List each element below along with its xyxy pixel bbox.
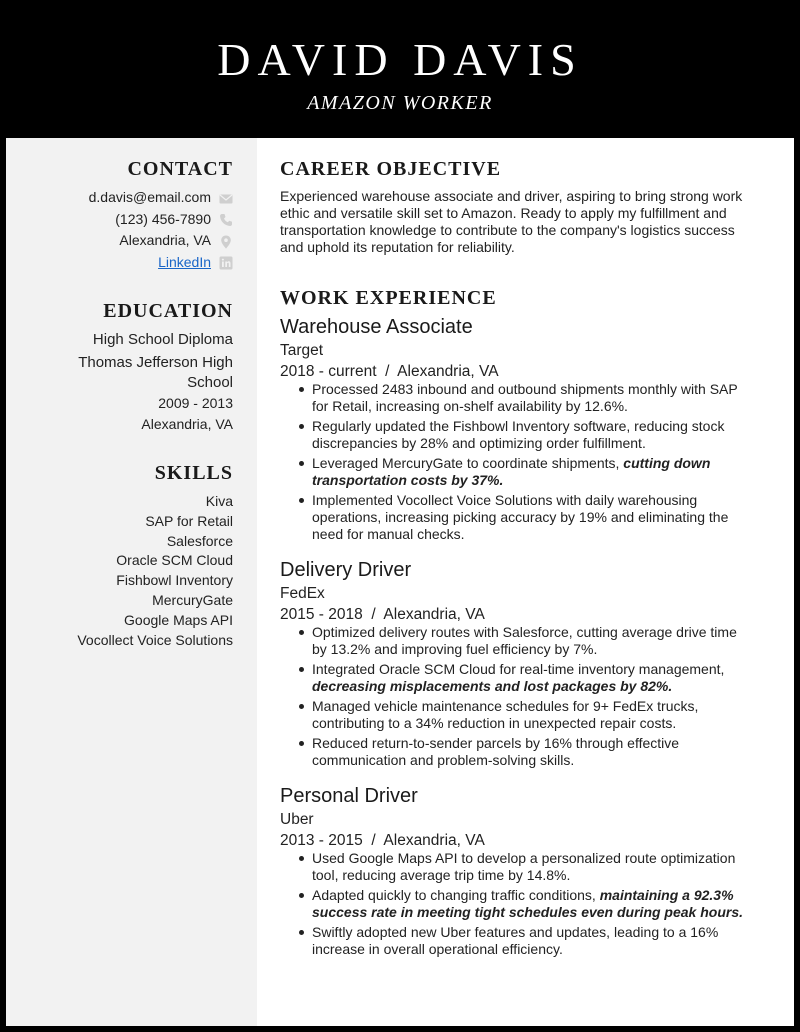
phone-text: (123) 456-7890 xyxy=(115,210,211,227)
skill-item: Oracle SCM Cloud xyxy=(116,552,233,569)
contact-section xyxy=(3,158,233,273)
job-company: Uber xyxy=(280,811,314,828)
job-title: Personal Driver xyxy=(280,785,418,807)
candidate-role: AMAZON WORKER xyxy=(307,92,493,114)
skill-item: SAP for Retail xyxy=(145,512,233,529)
objective-text: Experienced warehouse associate and driver, aspiring to bring strong work ethic and versatile skill set to Amazon. Ready to apply my fulfillment and transportation knowledge to contribute to the company's logistics success and uphold its reputation for reliability. xyxy=(280,188,743,255)
skill-item: Fishbowl Inventory xyxy=(116,572,233,589)
education-title: EDUCATION xyxy=(103,300,233,322)
education-section xyxy=(3,300,233,435)
job-entry xyxy=(280,559,750,769)
job-title: Warehouse Associate xyxy=(280,316,473,338)
job-title: Delivery Driver xyxy=(280,559,412,581)
bullet-item: Leveraged MercuryGate to coordinate shipments, cutting down transportation costs by 37%. xyxy=(280,455,750,489)
skills-section xyxy=(3,462,233,650)
location-text: Alexandria, VA xyxy=(119,232,211,248)
work-section xyxy=(280,287,750,961)
bullet-item: Reduced return-to-sender parcels by 16% through effective communication and problem-solving skills. xyxy=(280,735,750,769)
location-pin-icon xyxy=(219,234,233,248)
sidebar xyxy=(6,138,257,1026)
envelope-icon xyxy=(219,191,233,205)
objective-title: CAREER OBJECTIVE xyxy=(280,158,502,180)
bullet-item: Regularly updated the Fishbowl Inventory software, reducing stock discrepancies by 28% and optimizing order fulfillment. xyxy=(280,418,750,452)
email-text: d.davis@email.com xyxy=(88,189,211,205)
candidate-name: DAVID DAVIS xyxy=(217,34,583,85)
main-content xyxy=(257,138,794,1026)
job-dates: 2013 - 2015 / Alexandria, VA xyxy=(280,832,485,849)
work-title: WORK EXPERIENCE xyxy=(280,287,497,309)
education-years: 2009 - 2013 xyxy=(158,395,233,411)
linkedin-link[interactable]: LinkedIn xyxy=(158,253,211,270)
job-dates: 2018 - current / Alexandria, VA xyxy=(280,363,499,380)
skill-item: Google Maps API xyxy=(124,611,233,628)
skill-item: Vocollect Voice Solutions xyxy=(77,631,233,648)
job-company: FedEx xyxy=(280,585,325,602)
skill-item: Salesforce xyxy=(166,532,233,549)
skills-title: SKILLS xyxy=(154,462,233,484)
bullet-item: Swiftly adopted new Uber features and updates, leading to a 16% increase in overall operational efficiency. xyxy=(280,924,750,958)
linkedin-icon xyxy=(219,255,233,269)
bullet-item: Implemented Vocollect Voice Solutions with daily warehousing operations, increasing picking accuracy by 19% and eliminating the need for manual checks. xyxy=(280,492,750,543)
job-entry xyxy=(280,785,750,958)
bullet-item: Optimized delivery routes with Salesforce, cutting average drive time by 13.2% and improving fuel efficiency by 7%. xyxy=(280,624,750,658)
education-school: Thomas Jefferson High School xyxy=(78,354,233,391)
contact-location xyxy=(3,230,233,252)
bullet-item: Integrated Oracle SCM Cloud for real-time inventory management, decreasing misplacements and lost packages by 82%. xyxy=(280,661,750,695)
job-bullets xyxy=(280,381,750,543)
bullet-item: Managed vehicle maintenance schedules for 9+ FedEx trucks, contributing to a 34% reduction in unexpected repair costs. xyxy=(280,698,750,732)
education-degree: High School Diploma xyxy=(92,331,233,348)
bullet-item: Adapted quickly to changing traffic conditions, maintaining a 92.3% success rate in meeting tight schedules even during peak hours. xyxy=(280,887,750,921)
phone-icon xyxy=(219,212,233,226)
objective-section xyxy=(280,158,750,256)
contact-phone[interactable] xyxy=(3,209,233,231)
skill-item: MercuryGate xyxy=(152,591,233,608)
bullet-item: Used Google Maps API to develop a personalized route optimization tool, reducing average trip time by 14.8%. xyxy=(280,850,750,884)
resume-header xyxy=(0,0,800,138)
job-bullets xyxy=(280,850,750,958)
education-location: Alexandria, VA xyxy=(141,416,233,432)
contact-title: CONTACT xyxy=(127,158,233,180)
bullet-item: Processed 2483 inbound and outbound shipments monthly with SAP for Retail, increasing on-shelf availability by 12.6%. xyxy=(280,381,750,415)
job-entry xyxy=(280,316,750,543)
job-company: Target xyxy=(280,342,324,359)
job-dates: 2015 - 2018 / Alexandria, VA xyxy=(280,606,485,623)
job-bullets xyxy=(280,624,750,769)
contact-email[interactable] xyxy=(3,187,233,209)
contact-linkedin[interactable] xyxy=(3,252,233,274)
skill-item: Kiva xyxy=(205,493,233,509)
